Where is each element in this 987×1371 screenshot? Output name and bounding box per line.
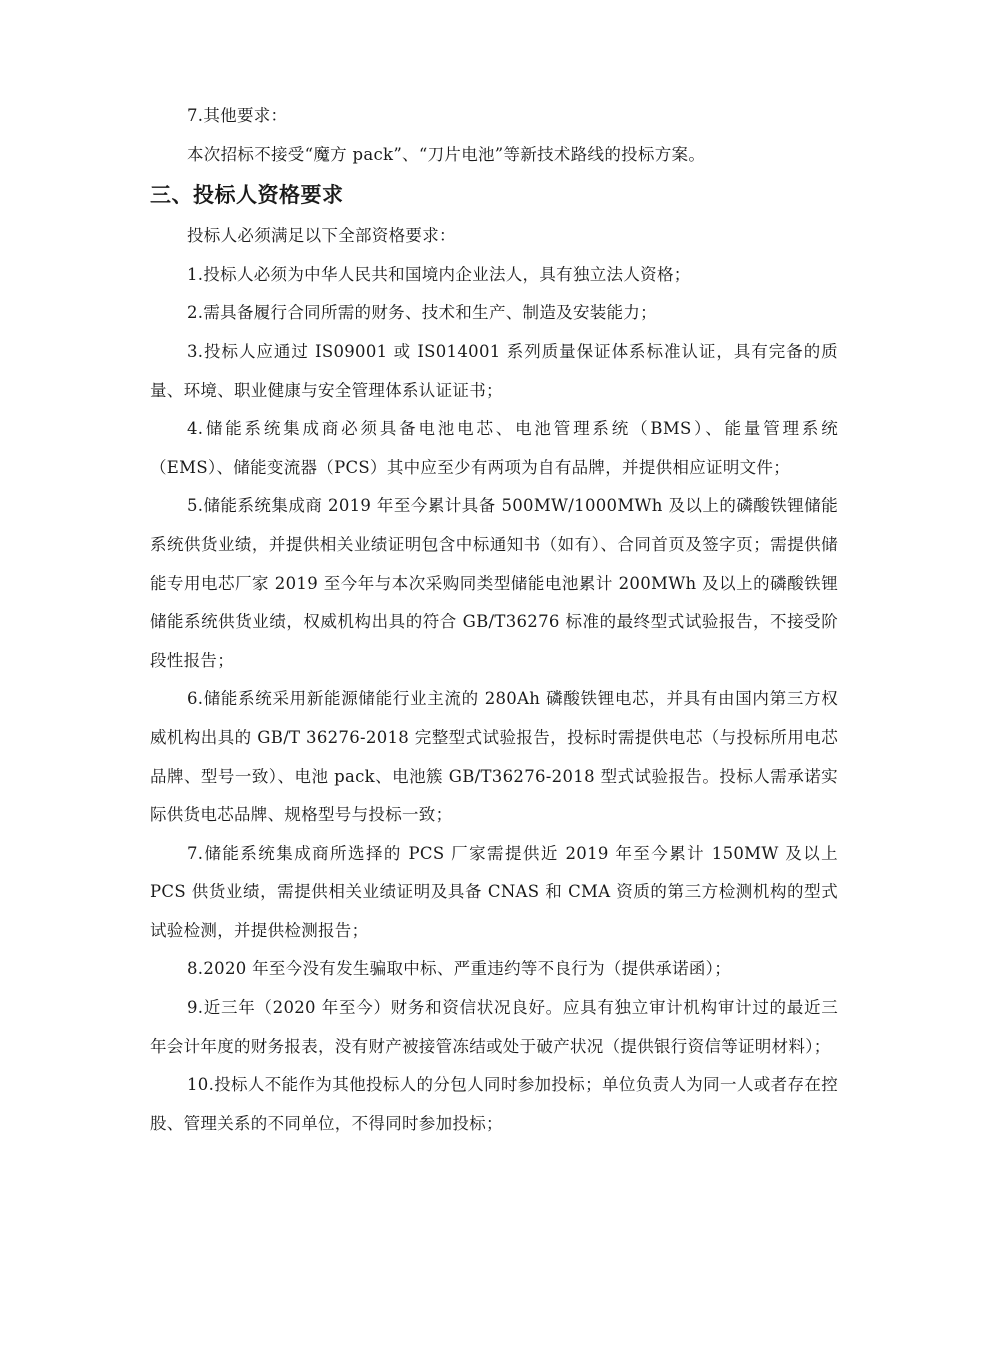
qualification-item-2: 2.需具备履行合同所需的财务、技术和生产、制造及安装能力； xyxy=(187,303,657,323)
qualification-item-3: 3.投标人应通过 IS09001 或 IS014001 系列质量保证体系标准认证，具有完备的质量、环境、职业健康与安全管理体系认证证书； xyxy=(150,341,838,400)
other-requirements-body: 本次招标不接受“魔方 pack”、“刀片电池”等新技术路线的投标方案。 xyxy=(187,144,706,164)
qualification-item-10: 10.投标人不能作为其他投标人的分包人同时参加投标；单位负责人为同一人或者存在控股、管理关系的不同单位，不得同时参加投标； xyxy=(150,1075,838,1133)
qualification-item-7: 7.储能系统集成商所选择的 PCS 厂家需提供近 2019 年至今累计 150MW 及以上 PCS 供货业绩，需提供相关业绩证明及具备 CNAS 和 CMA 资质的第三方检测机构的型式试验检测，并提供检测报告； xyxy=(150,843,838,940)
qualification-item-6: 6.储能系统采用新能源储能行业主流的 280Ah 磷酸铁锂电芯，并具有由国内第三方权威机构出具的 GB/T 36276-2018 完整型式试验报告，投标时需提供电芯（与投标所用电芯品牌、型号一致）、电池 pack、电池簇 GB/T36276-2018 型式试验报告。投标人需承诺实际供货电芯品牌、规格型号与投标一致； xyxy=(150,689,838,825)
qualification-item-1: 1.投标人必须为中华人民共和国境内企业法人，具有独立法人资格； xyxy=(187,264,691,284)
qualification-item-8: 8.2020 年至今没有发生骗取中标、严重违约等不良行为（提供承诺函）； xyxy=(187,959,732,979)
qualification-intro: 投标人必须满足以下全部资格要求： xyxy=(187,226,456,246)
qualification-item-9: 9.近三年（2020 年至今）财务和资信状况良好。应具有独立审计机构审计过的最近三年会计年度的财务报表，没有财产被接管冻结或处于破产状况（提供银行资信等证明材料）； xyxy=(150,998,838,1056)
qualification-item-4: 4.储能系统集成商必须具备电池电芯、电池管理系统（BMS）、能量管理系统（EMS）、储能变流器（PCS）其中应至少有两项为自有品牌，并提供相应证明文件； xyxy=(150,419,838,477)
qualification-item-5: 5.储能系统集成商 2019 年至今累计具备 500MW/1000MWh 及以上的磷酸铁锂储能系统供货业绩，并提供相关业绩证明包含中标通知书（如有）、合同首页及签字页；需提供储能专用电芯厂家 2019 至今年与本次采购同类型储能电池累计 200MWh 及以上的磷酸铁锂储能系统供货业绩，权威机构出具的符合 GB/T36276 标准的最终型式试验报告，不接受阶段性报告； xyxy=(150,496,838,670)
section-heading: 三、投标人资格要求 xyxy=(150,183,344,208)
other-requirements-title: 7.其他要求： xyxy=(187,106,288,125)
document-body xyxy=(150,97,838,1143)
